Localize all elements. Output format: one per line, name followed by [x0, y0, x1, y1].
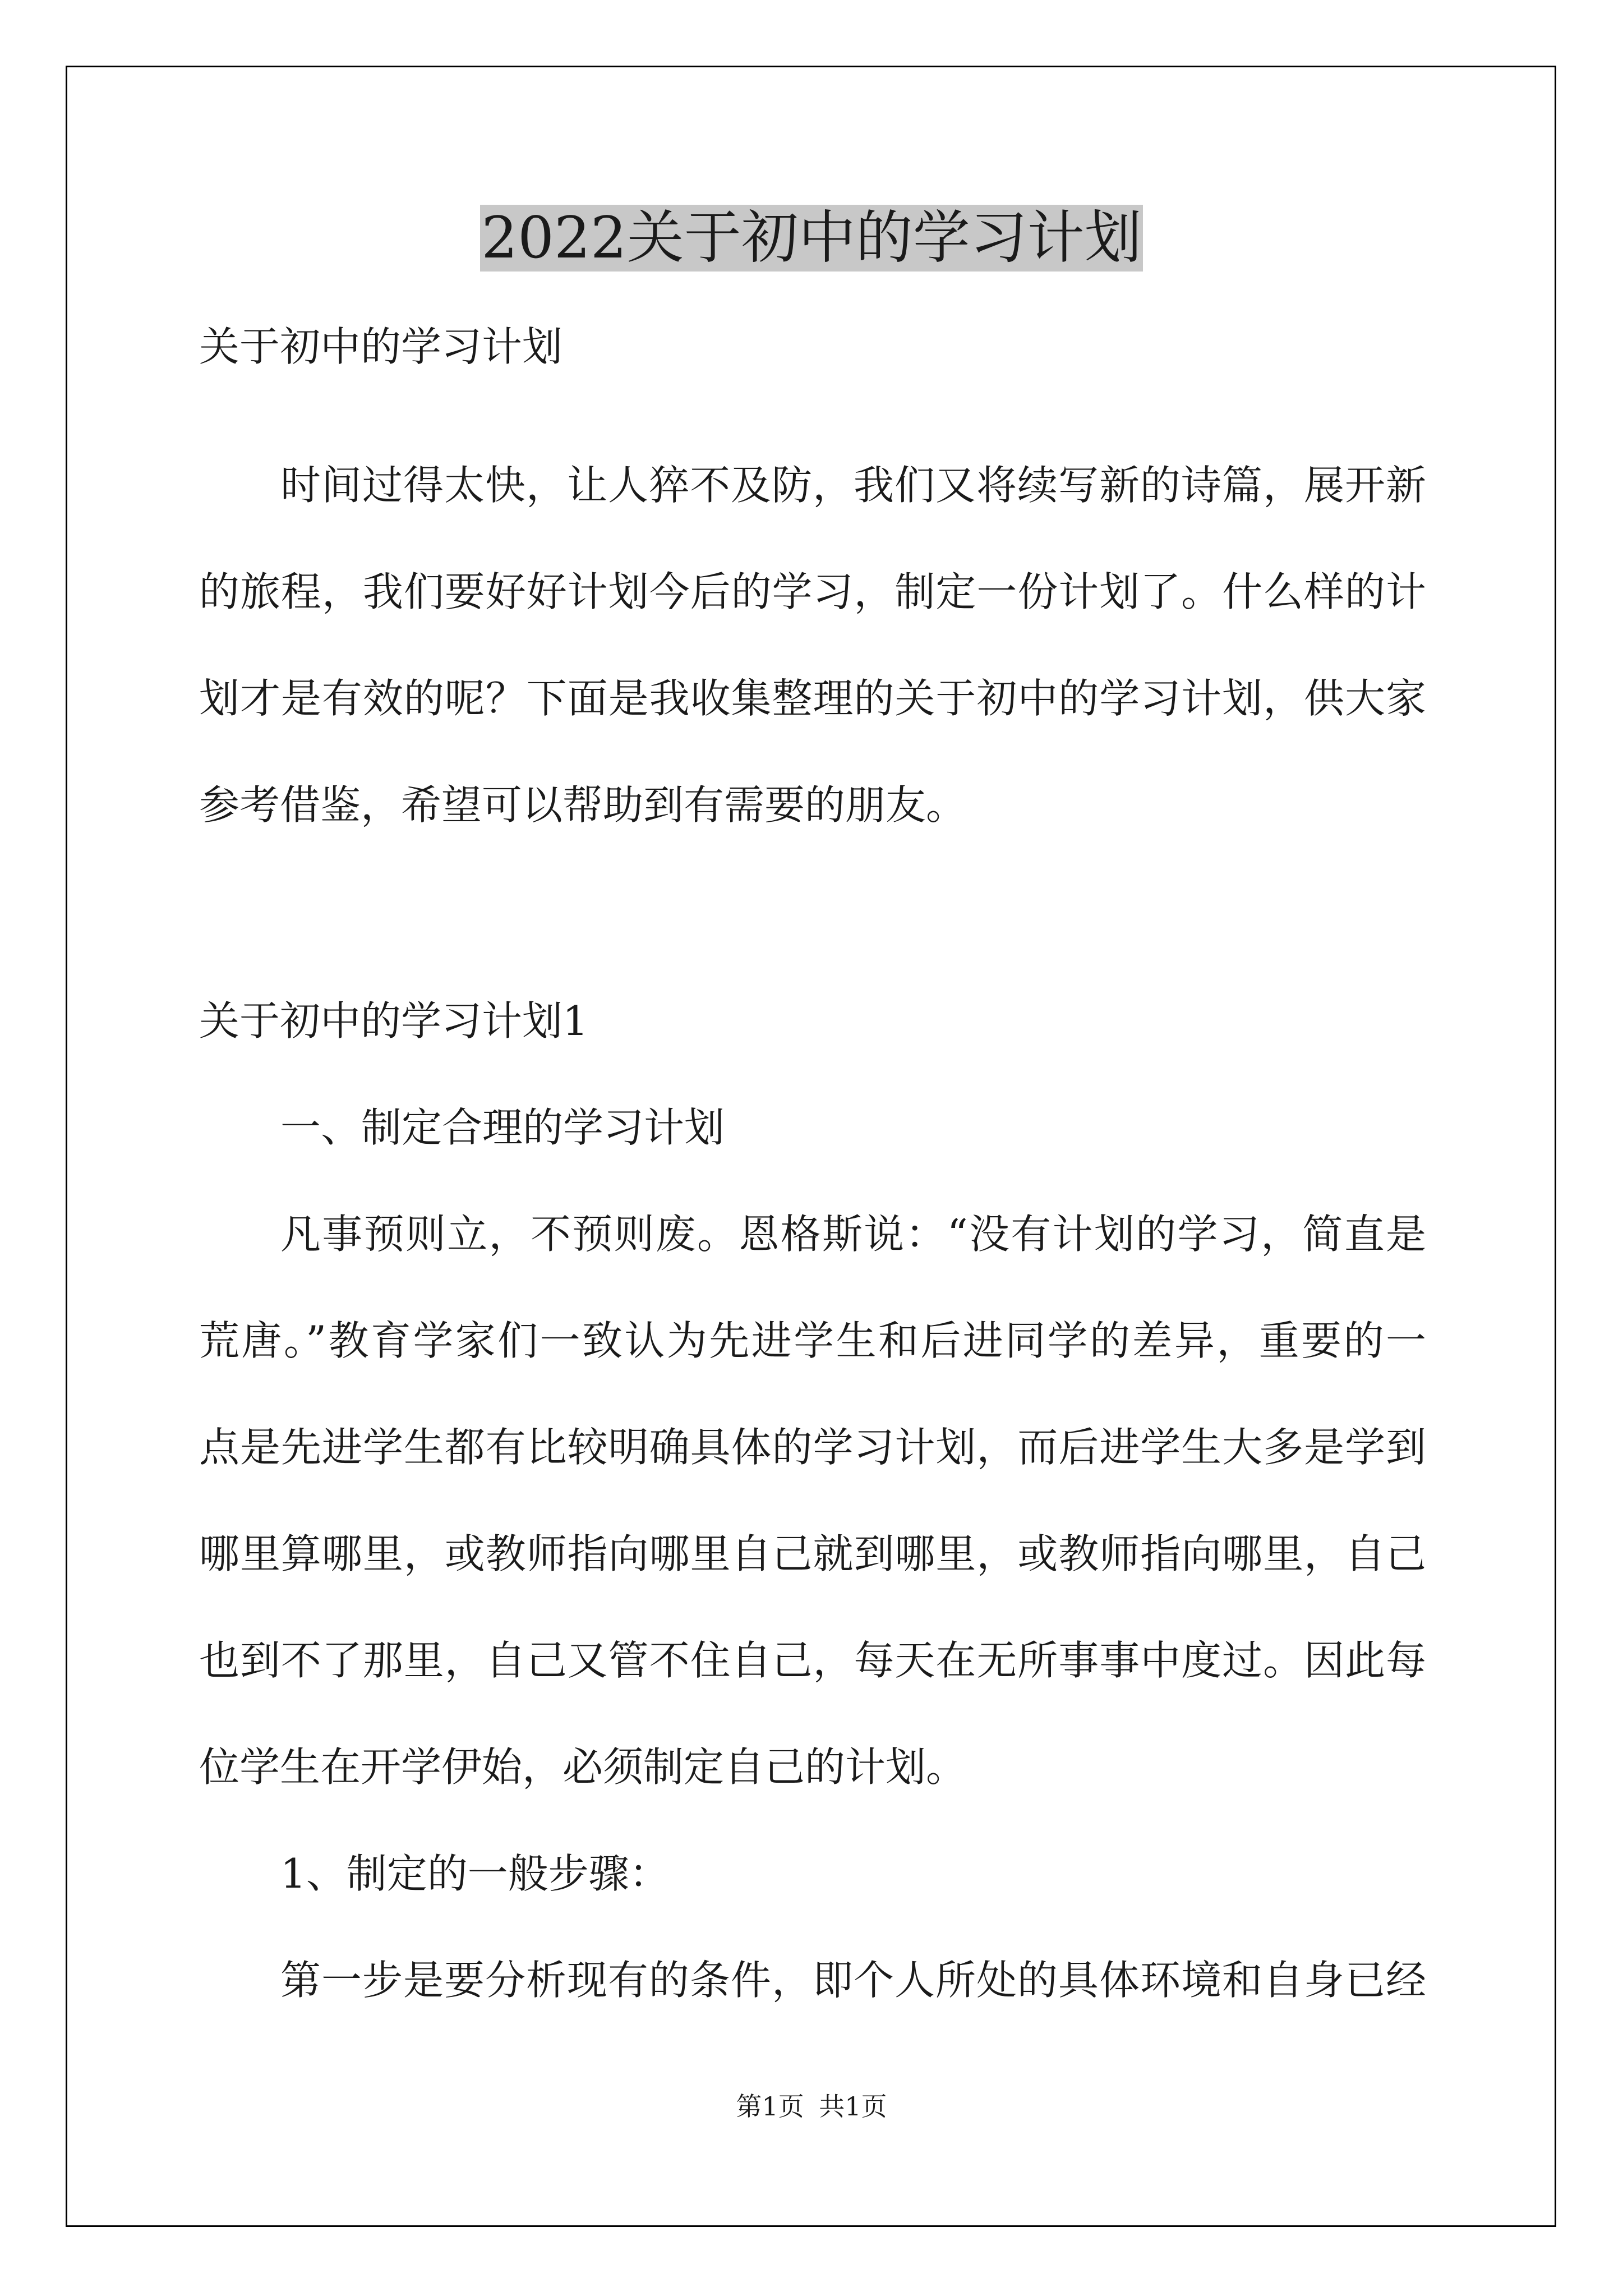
intro-paragraph-line: 时间过得太快，让人猝不及防，我们又将续写新的诗篇，展开新 [280, 462, 1426, 509]
intro-paragraph-line: 划才是有效的呢？下面是我收集整理的关于初中的学习计划，供大家 [199, 675, 1426, 722]
step-paragraph-line: 第一步是要分析现有的条件，即个人所处的具体环境和自身已经 [280, 1957, 1426, 2004]
body-paragraph-line: 凡事预则立，不预则废。恩格斯说：“没有计划的学习，简直是 [280, 1211, 1426, 1258]
intro-paragraph-line: 的旅程，我们要好好计划今后的学习，制定一份计划了。什么样的计 [199, 568, 1426, 615]
document-title: 2022关于初中的学习计划 [481, 205, 1142, 272]
sub-heading: 一、制定合理的学习计划 [280, 1104, 725, 1151]
step-heading: 1、制定的一般步骤： [280, 1850, 670, 1897]
body-paragraph-line: 荒唐。”教育学家们一致认为先进学生和后进同学的差异，重要的一 [199, 1317, 1426, 1364]
document-subtitle: 关于初中的学习计划 [199, 323, 563, 370]
page-footer: 第1页 共1页 [736, 2091, 887, 2122]
intro-paragraph-line: 参考借鉴，希望可以帮助到有需要的朋友。 [199, 781, 967, 829]
body-paragraph-line: 哪里算哪里，或教师指向哪里自己就到哪里，或教师指向哪里，自己 [199, 1530, 1426, 1577]
section-heading: 关于初中的学习计划1 [199, 997, 588, 1045]
body-paragraph-line: 位学生在开学伊始，必须制定自己的计划。 [199, 1743, 967, 1791]
body-paragraph-line: 也到不了那里，自己又管不住自己，每天在无所事事中度过。因此每 [199, 1637, 1426, 1684]
body-paragraph-line: 点是先进学生都有比较明确具体的学习计划，而后进学生大多是学到 [199, 1424, 1426, 1471]
